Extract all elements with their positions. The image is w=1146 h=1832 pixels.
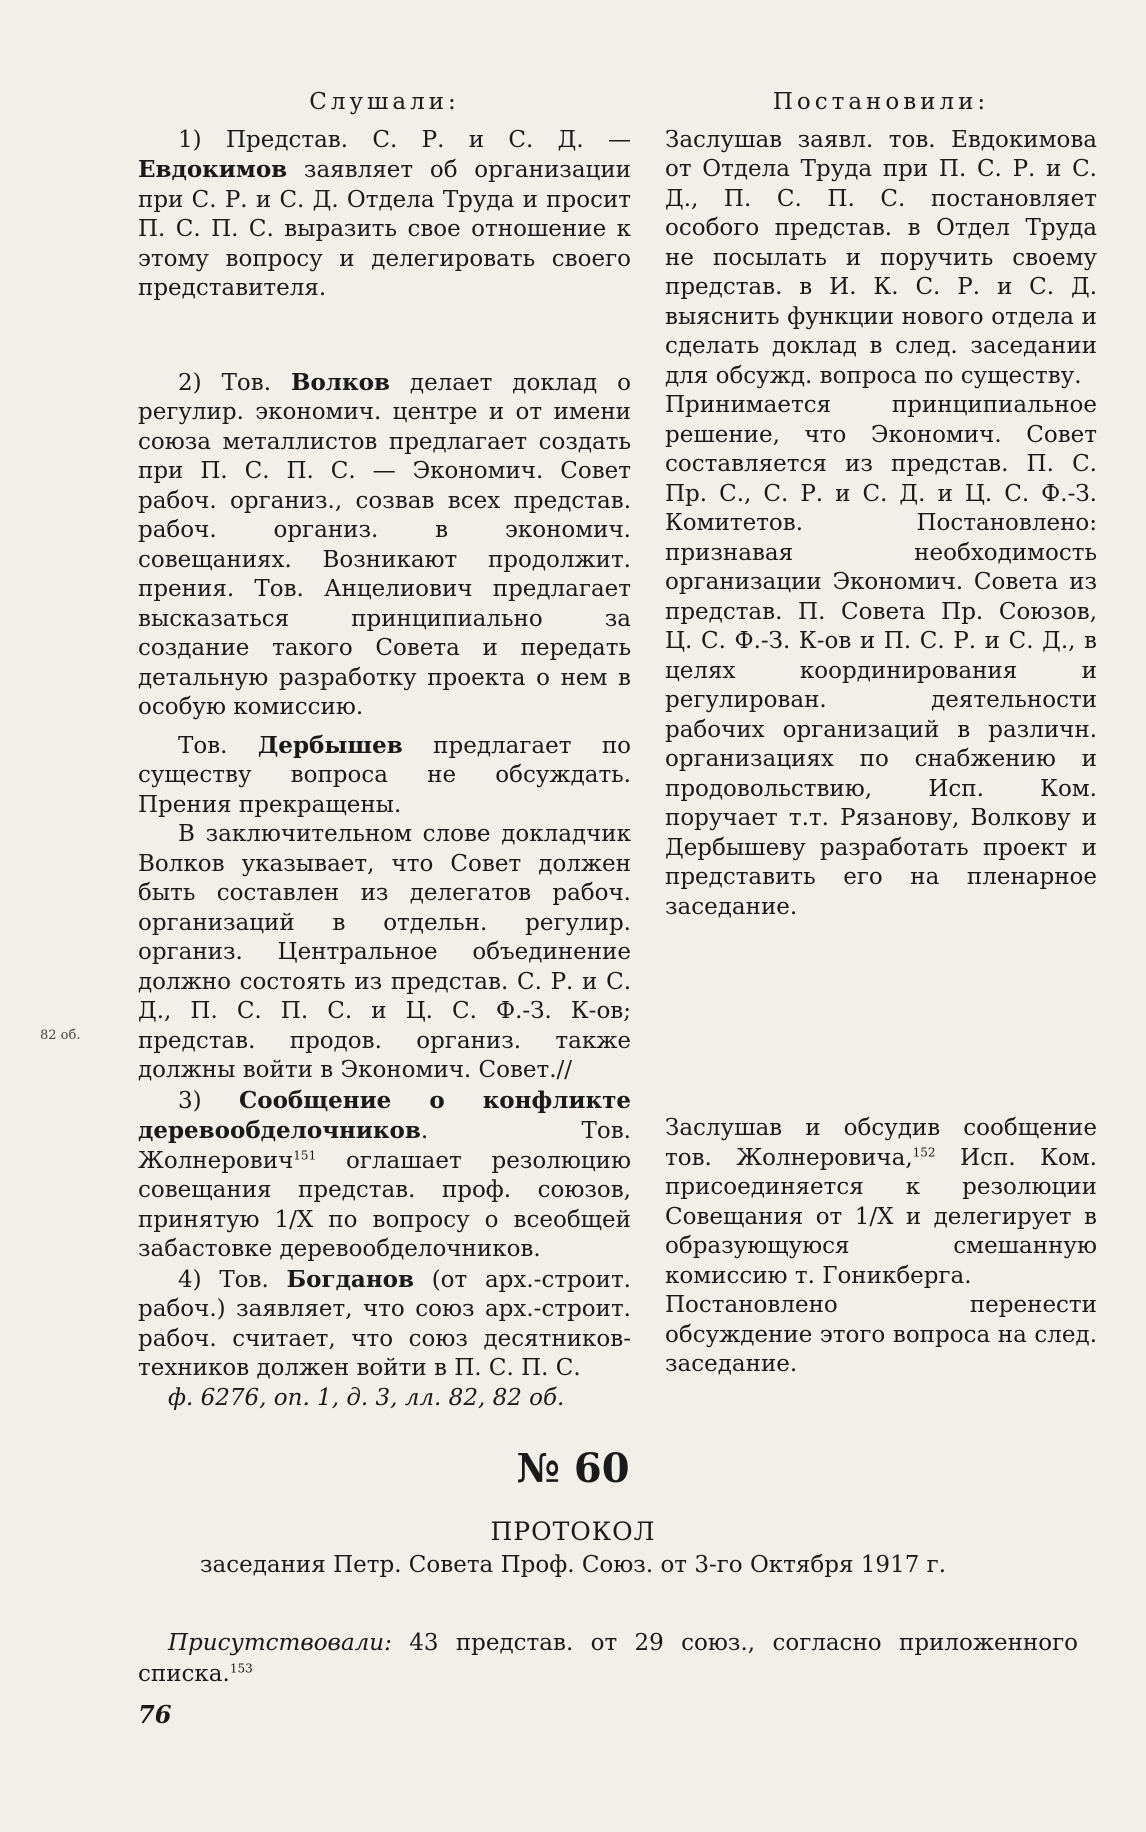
left-column-heard: [138, 88, 631, 1413]
resolved-heading: Постановили:: [772, 89, 990, 115]
derbyshev-text: предлагает по существу вопроса не обсуждать. Прения прекращены.: [138, 732, 631, 818]
item-2-text: делает доклад о регулир. экономич. центре и от имени союза металлистов предлагает создать при П. С. П. С. — Экономич. Совет рабоч. организ., созвав всех представ. рабоч. организ. в экономич. совещаниях. Возникают продолжит. прения. Тов. Анцелиович предлагает высказаться принципиально за создание такого Совета и передать детальную разработку проекта о нем в особую комиссию.: [138, 369, 631, 720]
spacer: [138, 336, 631, 368]
margin-folio-note: 82 об.: [40, 1028, 81, 1043]
derbyshev-paragraph: [138, 731, 631, 821]
spacer: [665, 922, 1097, 954]
resolution-2: Принимается принципиальное решение, что Экономич. Совет составляется из представ. П. С. Пр. С., С. Р. и С. Д. и Ц. С. Ф.-З. Комитетов. Постановлено: признавая необходимость организации Экономич. Совета из представ. П. Совета Пр. Союзов, Ц. С. Ф.-З. К-ов и П. С. Р. и С. Д., в целях координирования и регулирован. деятельности рабочих организаций в различн. организациях по снабжению и продовольствию, Исп. Ком. поручает т.т. Рязанову, Волкову и Дербышеву разработать проект и представить его на пленарное заседание.: [665, 392, 1097, 920]
resolution-3-text: Исп. Ком. присоединяется к резолюции Совещания от 1/X и делегирует в образующуюся смешанную комиссию т. Гоникберга.: [665, 1144, 1097, 1289]
footnote-ref-153: 153: [229, 1661, 253, 1676]
speaker-bogdanov: Богданов: [286, 1265, 414, 1293]
heard-heading: Слушали:: [309, 89, 460, 115]
item-4-lead: 4) Тов.: [178, 1266, 287, 1293]
item-3-lead: 3): [178, 1087, 239, 1114]
item-4-text: (от арх.-строит. рабоч.) заявляет, что союз арх.-строит. рабоч. считает, что союз десятников-техников должен войти в П. С. П. С.: [138, 1266, 631, 1381]
item-1-paragraph: [138, 126, 631, 304]
woodworkers-conflict-title: Сообщение о конфликте деревообделочников: [138, 1086, 631, 1144]
item-3-paragraph: [138, 1086, 631, 1265]
item-4-paragraph: [138, 1265, 631, 1384]
attendance-text: 43 представ. от 29 союз., согласно приложенного списка.: [138, 1630, 1078, 1687]
spacer: [138, 304, 631, 336]
spacer: [665, 954, 1097, 986]
attendance-label: Присутствовали:: [168, 1630, 392, 1656]
page-number: 76: [138, 1700, 172, 1729]
item-3-text: оглашает резолюцию совещания представ. проф. союзов, принятую 1/X по вопросу о всеобщей забастовке деревообделочников.: [138, 1147, 631, 1262]
spacer: [665, 1082, 1097, 1114]
spacer: [138, 723, 631, 731]
item-1-lead: 1) Представ. С. Р. и С. Д. —: [178, 126, 631, 153]
speaker-evdokimov: Евдокимов: [138, 156, 288, 183]
document-number: № 60: [516, 1445, 630, 1492]
item-1-text: заявляет об организации при С. Р. и С. Д. Отдела Труда и просит П. С. П. С. выразить свое отношение к этому вопросу и делегировать своего представителя.: [138, 157, 631, 301]
spacer: [665, 986, 1097, 1018]
spacer: [665, 1018, 1097, 1050]
resolution-1: Заслушав заявл. тов. Евдокимова от Отдела Труда при П. С. Р. и С. Д., П. С. П. С. постановляет особого представ. в Отдел Труда не посылать и поручить своему представ. в И. К. С. Р. и С. Д. выяснить функции нового отдела и сделать доклад в след. заседании для обсужд. вопроса по существу.: [665, 126, 1097, 389]
document-title: ПРОТОКОЛ: [490, 1517, 656, 1546]
archive-reference: ф. 6276, оп. 1, д. 3, лл. 82, 82 об.: [168, 1384, 565, 1411]
item-2-lead: 2) Тов.: [178, 369, 291, 396]
spacer: [665, 1050, 1097, 1082]
resolution-4: Постановлено перенести обсуждение этого вопроса на след. заседание.: [665, 1292, 1097, 1377]
closing-remarks-paragraph: В заключительном слове докладчик Волков указывает, что Совет должен быть составлен из делегатов рабоч. организаций в отдельн. регулир. организ. Центральное объединение должно состоять из представ. С. Р. и С. Д., П. С. П. С. и Ц. С. Ф.-З. К-ов; представ. продов. организ. также должны войти в Экономич. Совет.//: [138, 821, 631, 1083]
resolution-3: [665, 1114, 1097, 1291]
document-subtitle: заседания Петр. Совета Проф. Союз. от 3-го Октября 1917 г.: [199, 1552, 947, 1578]
speaker-derbyshev: Дербышев: [257, 731, 403, 759]
attendance-paragraph: [138, 1628, 1078, 1690]
footnote-ref-151: 151: [293, 1147, 317, 1162]
right-column-resolved: [665, 88, 1097, 1380]
item-3-mid: . Тов. Жолнерович: [138, 1118, 631, 1174]
resolution-3-lead: Заслушав и обсудив сообщение тов. Жолнеровича,: [665, 1115, 1097, 1171]
item-2-paragraph: [138, 368, 631, 723]
derbyshev-lead: Тов.: [178, 732, 258, 759]
footnote-ref-152: 152: [912, 1144, 936, 1159]
speaker-volkov: Волков: [291, 368, 390, 396]
